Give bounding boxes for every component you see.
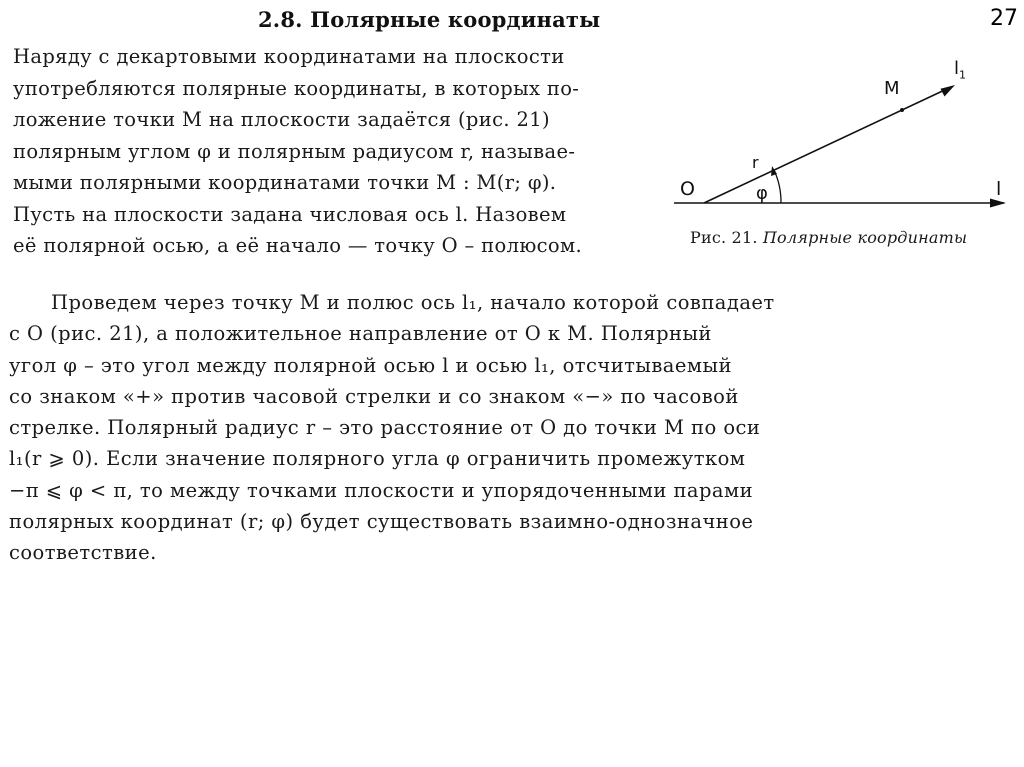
intro-line: её полярной осью, а её начало — точку O – полюсом. [13,234,583,257]
caption-prefix: Рис. 21. [690,228,758,247]
main-line: −π ⩽ φ < π, то между точками плоскости и упорядоченными парами [9,478,754,502]
section-title: 2.8. Полярные координаты [258,7,601,32]
intro-paragraph [13,41,653,262]
page-number: 27 [990,6,1018,31]
ray-l1-label: $l_1$ [954,58,967,82]
angle-phi-label: φ [756,183,768,204]
origin-label: O [680,178,695,200]
point-m-label: M [884,78,900,99]
figure-caption [690,228,967,247]
radius-r-label: r [752,153,759,172]
main-line: угол φ – это угол между полярной осью l и осью l₁, отсчитываемый [9,353,732,377]
intro-line: Пусть на плоскости задана числовая ось l. Назовем [13,202,567,226]
caption-title: Полярные координаты [762,228,968,247]
main-line: со знаком «+» против часовой стрелки и со знаком «−» по часовой [9,384,739,408]
main-paragraph [9,287,849,569]
main-line: стрелке. Полярный радиус r – это расстояние от O до точки M по оси [9,416,761,440]
intro-line: употребляются полярные координаты, в которых по- [13,76,580,100]
ray-l1-line [704,87,951,203]
ray-l1-arrowhead [941,85,956,97]
angle-arc [774,170,781,203]
polar-coordinates-figure [672,50,1012,220]
axis-l-label: l [996,178,1002,200]
intro-line: полярным углом φ и полярным радиусом r, называе- [13,139,576,163]
main-line: соответствие. [9,541,157,565]
intro-line: мыми полярными координатами точки M : M(r; φ). [13,171,557,194]
main-line: Проведем через точку M и полюс ось l₁, начало которой совпадает [51,291,775,314]
point-m-dot [900,108,904,112]
main-line: полярных координат (r; φ) будет существовать взаимно-однозначное [9,510,754,534]
intro-line: ложение точки M на плоскости задаётся (рис. 21) [13,108,550,131]
main-line: l₁(r ⩾ 0). Если значение полярного угла φ ограничить промежутком [9,447,746,471]
main-line: с O (рис. 21), а положительное направление от O к M. Полярный [9,322,712,346]
intro-line: Наряду с декартовыми координатами на плоскости [13,45,565,68]
